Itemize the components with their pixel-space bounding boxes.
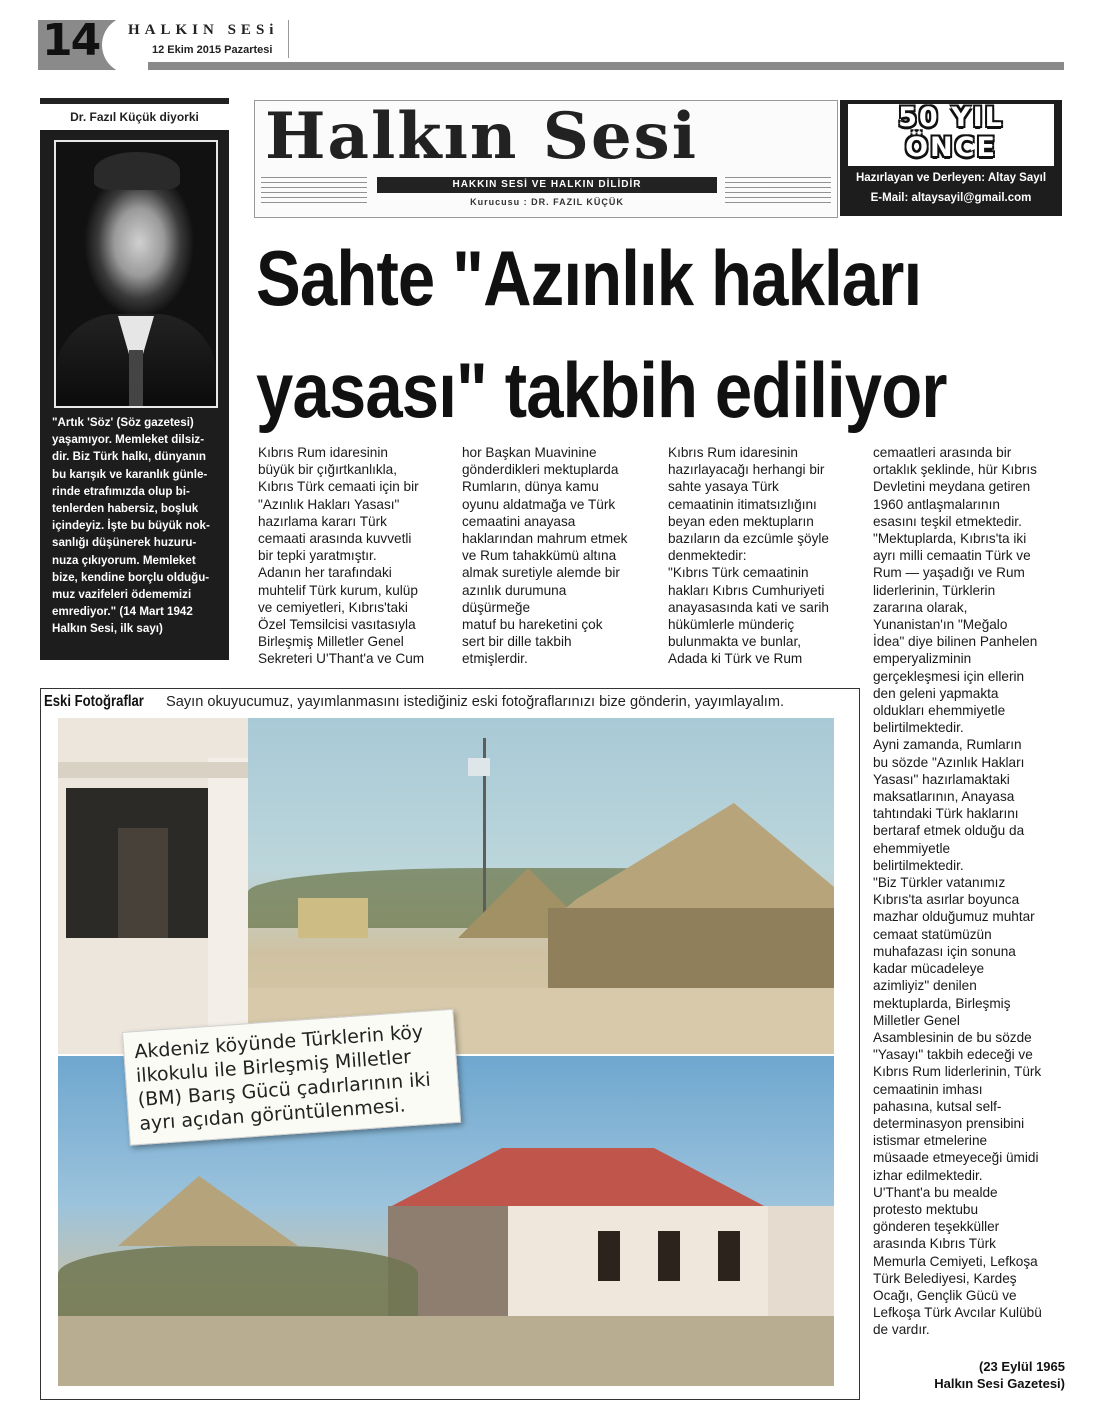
- header-divider: [288, 20, 289, 58]
- editor-email: E-Mail: altaysayil@gmail.com: [870, 192, 1032, 204]
- issue-date: 12 Ekim 2015 Pazartesi: [152, 44, 273, 56]
- masthead-founder: Kurucusu : DR. FAZIL KÜÇÜK: [470, 197, 624, 207]
- masthead-name: Halkın Sesi: [265, 100, 698, 174]
- page-number: 14: [42, 15, 100, 66]
- masthead-fine-print-right: [725, 177, 831, 207]
- portrait-photo: [54, 140, 218, 408]
- photo-section-label: Eski Fotoğraflar: [44, 693, 144, 710]
- editor-credit: Hazırlayan ve Derleyen: Altay Sayıl: [855, 172, 1047, 184]
- article-column-4: cemaatleri arasında bir ortaklık şeklinde, hür Kıbrıs Devletini meydana getiren 1960 antlaşmalarının esasını teşkil etmektedir. "Mektuplarda, Kıbrıs'ta iki ayrı milli cemaatin Türk ve Rum — yaşadığı ve Rum liderlerinin, Türklerin zararına olarak, Yunanistan'ın "Meğalo İdea" diye bilinen Panhelen emperyalizminin gerçekleşmesi için ellerin den geleni yapmakta oldukları ehemmiyetle belirtilmektedir. Ayni zamanda, Rumların bu sözde "Azınlık Hakları Yasası" hazırlamaktaki maksatlarının, Anayasa tahtındaki Türk haklarını bertaraf etmek olduğu da ehemmiyetle belirtilmektedir. "Biz Türkler vatanımız Kıbrıs'ta asırlar boyunca mazhar olduğumuz muhtar cemaat statümüzün muhafazası için sonuna kadar mücadeleye azimliyiz" denilen mektuplarda, Birleşmiş Milletler Genel Asamblesinin de bu sözde "Yasayı" takbih edeceği ve Kıbrıs Rum liderlerinin, Türk cemaatinin imhası pahasına, kutsal self- determinasyon prensibini istismar etmelerine müsaade etmeyeceği ümidi izhar edilmektedir. U'Thant'a bu mealde protesto mektubu gönderen teşekküller arasında Kıbrıs Türk Memurla Cemiyeti, Lefkoşa Türk Belediyesi, Kardeş Ocağı, Gençlik Gücü ve Lefkoşa Türk Avcılar Kulübü de vardır.: [873, 445, 1042, 1338]
- quote-title: Dr. Fazıl Küçük diyorki: [40, 104, 229, 130]
- masthead-clipping: [254, 100, 838, 218]
- quote-text: "Artık 'Söz' (Söz gazetesi) yaşamıyor. Memleket dilsiz- dir. Biz Türk halkı, dünyanın bu karışık ve karanlık günle- rinde etrafımızda olup bi- tenlerden habersiz, boşluk içindeyiz. İşte bu büyük nok- sanlığı düşünerek huzuru- nuza çıkıyorum. Memleket bize, kendine borçlu olduğu- muz vazifeleri ödememizi emrediyor." (14 Mart 1942 Halkın Sesi, ilk sayı): [52, 416, 210, 636]
- header-rule: [38, 62, 1064, 70]
- anniversary-line1: 50 YIL: [898, 102, 1004, 133]
- photo-caption-card: [122, 1009, 461, 1146]
- paper-name: HALKIN SESi: [128, 22, 279, 38]
- photo-school-and-tents-1: [58, 718, 834, 1054]
- article-column-3: Kıbrıs Rum idaresinin hazırlayacağı herhangi bir sahte yasaya Türk cemaatinin itimatsızlığını beyan eden mektupların bazıların da ezcümle şöyle denmektedir: "Kıbrıs Türk cemaatinin hakları Kıbrıs Cumhuriyeti anayasasında kati ve sarih hükümlerle münderiç bulunmakta ve bunlar, Adada ki Türk ve Rum: [668, 445, 829, 667]
- article-column-1: Kıbrıs Rum idaresinin büyük bir çığırtkanlıkla, Kıbrıs Türk cemaati için bir "Azınlık Hakları Yasası" hazırlama kararı Türk cemaati arasında kuvvetli bir tepki yaratmıştır. Adanın her tarafındaki muhtelif Türk kurum, kulüp ve cemiyetleri, Kıbrıs'taki Özel Temsilcisi vasıtasıyla Birleşmiş Milletler Genel Sekreteri U'Thant'a ve Cum: [258, 445, 425, 667]
- masthead-banner: HAKKIN SESİ VE HALKIN DİLİDİR: [377, 177, 717, 193]
- article-headline: Sahte "Azınlık hakları yasası" takbih ediliyor: [256, 234, 947, 434]
- masthead-fine-print-left: [261, 177, 367, 207]
- article-source: (23 Eylül 1965 Halkın Sesi Gazetesi): [934, 1359, 1065, 1391]
- article-column-2: hor Başkan Muavinine gönderdikleri mektuplarda Rumların, dünya kamu oyunu aldatmağa ve Türk cemaatini anayasa haklarından mahrum etmek ve Rum tahakkümü altına almak suretiyle alemde bir azınlık durumuna düşürmeğe matuf bu hareketini çok sert bir dille takbih etmişlerdir.: [462, 445, 628, 667]
- photo-section-invite: Sayın okuyucumuz, yayımlanmasını istediğiniz eski fotoğraflarınızı bize gönderin, yayımlayalım.: [166, 694, 785, 710]
- photo-caption-text: Akdeniz köyünde Türklerin köy ilkokulu ile Birleşmiş Milletler (BM) Barış Gücü çadırlarının iki ayrı açıdan görüntülenmesi.: [133, 1021, 432, 1135]
- anniversary-line2: ÖNCE: [905, 132, 997, 163]
